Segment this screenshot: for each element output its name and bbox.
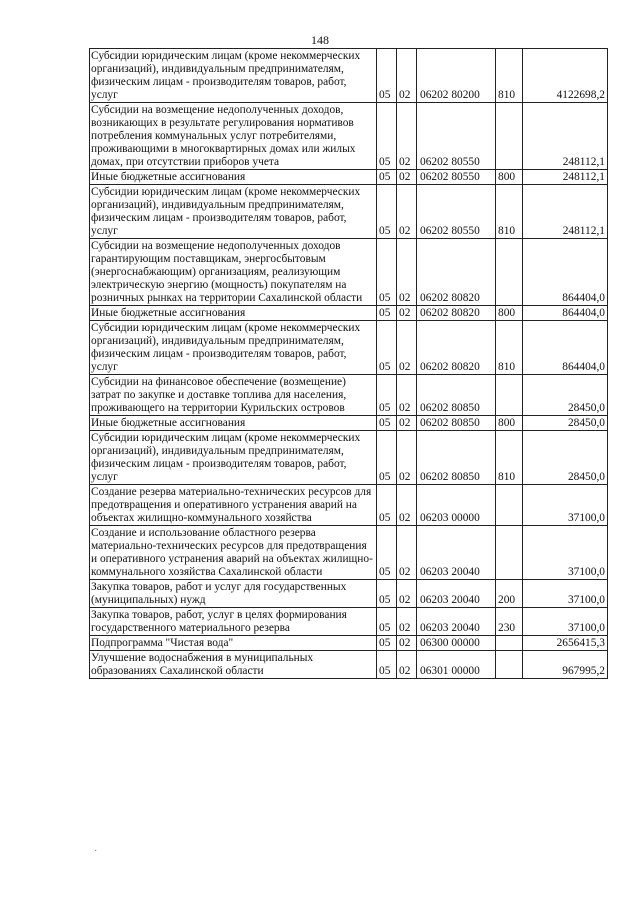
row-amount-cell: 864404,0 [523,239,608,306]
row-subsection-cell: 02 [397,375,417,416]
row-section-cell: 05 [377,306,397,321]
table-row [90,431,608,485]
row-name-cell: Создание резерва материально-технических ресурсов для предотвращения и оперативного устранения аварий на объектах жилищно-коммунального хозяйства [90,485,377,526]
table-row [90,416,608,431]
row-section-cell: 05 [377,239,397,306]
row-section-cell: 05 [377,103,397,170]
row-amount-cell: 28450,0 [523,416,608,431]
row-section-cell: 05 [377,651,397,679]
row-name-cell: Субсидии на возмещение недополученных доходов гарантирующим поставщикам, энергосбытовым (энергоснабжающим) организациям, реализующим электрическую энергию (мощность) покупателям на розничных рынках на территории Сахалинской области [90,239,377,306]
row-name-cell: Иные бюджетные ассигнования [90,416,377,431]
row-amount-cell: 37100,0 [523,526,608,580]
row-expense-type-cell [496,375,523,416]
row-name-cell: Подпрограмма "Чистая вода" [90,636,377,651]
row-section-cell: 05 [377,485,397,526]
row-name-cell: Субсидии на финансовое обеспечение (возмещение) затрат по закупке и доставке топлива для населения, проживающего на территории Курильских островов [90,375,377,416]
row-section-cell: 05 [377,416,397,431]
table-row [90,49,608,103]
table-row [90,185,608,239]
row-target-article-cell: 06203 00000 [417,485,496,526]
row-subsection-cell: 02 [397,636,417,651]
row-amount-cell: 28450,0 [523,375,608,416]
row-amount-cell: 37100,0 [523,580,608,608]
table-row [90,651,608,679]
row-expense-type-cell: 810 [496,431,523,485]
row-expense-type-cell: 800 [496,306,523,321]
row-name-cell: Создание и использование областного резерва материально-технических ресурсов для предотвращения и оперативного устранения аварий на объектах жилищно-коммунального хозяйства Сахалинской области [90,526,377,580]
row-name-cell: Закупка товаров, работ и услуг для государственных (муниципальных) нужд [90,580,377,608]
row-section-cell: 05 [377,636,397,651]
row-subsection-cell: 02 [397,580,417,608]
row-name-cell: Субсидии юридическим лицам (кроме некоммерческих организаций), индивидуальным предпринимателям, физическим лицам - производителям товаров, работ, услуг [90,321,377,375]
row-subsection-cell: 02 [397,416,417,431]
table-row [90,239,608,306]
row-amount-cell: 37100,0 [523,608,608,636]
row-amount-cell: 864404,0 [523,321,608,375]
table-row [90,526,608,580]
row-section-cell: 05 [377,431,397,485]
row-expense-type-cell [496,636,523,651]
row-section-cell: 05 [377,375,397,416]
row-target-article-cell: 06202 80550 [417,103,496,170]
row-name-cell: Иные бюджетные ассигнования [90,170,377,185]
row-target-article-cell: 06300 00000 [417,636,496,651]
row-target-article-cell: 06202 80820 [417,321,496,375]
row-expense-type-cell: 810 [496,321,523,375]
table-row [90,375,608,416]
row-expense-type-cell [496,651,523,679]
table-row [90,636,608,651]
table-row [90,306,608,321]
row-target-article-cell: 06202 80850 [417,431,496,485]
row-name-cell: Субсидии юридическим лицам (кроме некоммерческих организаций), индивидуальным предпринимателям, физическим лицам - производителям товаров, работ, услуг [90,431,377,485]
row-expense-type-cell: 200 [496,580,523,608]
row-target-article-cell: 06203 20040 [417,580,496,608]
row-target-article-cell: 06203 20040 [417,608,496,636]
row-expense-type-cell: 230 [496,608,523,636]
table-row [90,103,608,170]
row-amount-cell: 248112,1 [523,185,608,239]
table-body [90,49,608,679]
row-section-cell: 05 [377,608,397,636]
row-subsection-cell: 02 [397,431,417,485]
row-expense-type-cell: 810 [496,49,523,103]
row-target-article-cell: 06301 00000 [417,651,496,679]
row-subsection-cell: 02 [397,170,417,185]
row-amount-cell: 967995,2 [523,651,608,679]
table-row [90,321,608,375]
row-section-cell: 05 [377,49,397,103]
row-target-article-cell: 06202 80820 [417,239,496,306]
table-row [90,580,608,608]
row-expense-type-cell [496,239,523,306]
row-expense-type-cell [496,526,523,580]
table-row [90,485,608,526]
row-subsection-cell: 02 [397,103,417,170]
row-subsection-cell: 02 [397,49,417,103]
row-target-article-cell: 06203 20040 [417,526,496,580]
row-subsection-cell: 02 [397,608,417,636]
row-name-cell: Субсидии на возмещение недополученных доходов, возникающих в результате регулирования нормативов потребления коммунальных услуг потребителями, проживающими в многоквартирных домах или жилых домах, при отсутствии приборов учета [90,103,377,170]
row-amount-cell: 248112,1 [523,170,608,185]
row-subsection-cell: 02 [397,651,417,679]
row-section-cell: 05 [377,321,397,375]
row-target-article-cell: 06202 80820 [417,306,496,321]
row-amount-cell: 28450,0 [523,431,608,485]
row-subsection-cell: 02 [397,306,417,321]
row-expense-type-cell: 810 [496,185,523,239]
row-amount-cell: 37100,0 [523,485,608,526]
row-expense-type-cell: 800 [496,416,523,431]
budget-table [89,48,608,679]
row-expense-type-cell [496,485,523,526]
row-amount-cell: 248112,1 [523,103,608,170]
row-subsection-cell: 02 [397,185,417,239]
row-target-article-cell: 06202 80550 [417,185,496,239]
row-target-article-cell: 06202 80550 [417,170,496,185]
row-expense-type-cell: 800 [496,170,523,185]
row-amount-cell: 864404,0 [523,306,608,321]
scan-speck: · [94,846,98,857]
row-section-cell: 05 [377,526,397,580]
row-target-article-cell: 06202 80200 [417,49,496,103]
row-expense-type-cell [496,103,523,170]
table-row [90,608,608,636]
row-name-cell: Закупка товаров, работ, услуг в целях формирования государственного материального резерва [90,608,377,636]
row-amount-cell: 2656415,3 [523,636,608,651]
table-row [90,170,608,185]
page-number: 148 [311,33,329,47]
row-section-cell: 05 [377,185,397,239]
row-section-cell: 05 [377,580,397,608]
row-name-cell: Субсидии юридическим лицам (кроме некоммерческих организаций), индивидуальным предпринимателям, физическим лицам - производителям товаров, работ, услуг [90,49,377,103]
row-target-article-cell: 06202 80850 [417,416,496,431]
row-amount-cell: 4122698,2 [523,49,608,103]
row-subsection-cell: 02 [397,321,417,375]
row-name-cell: Улучшение водоснабжения в муниципальных образованиях Сахалинской области [90,651,377,679]
row-target-article-cell: 06202 80850 [417,375,496,416]
row-name-cell: Субсидии юридическим лицам (кроме некоммерческих организаций), индивидуальным предпринимателям, физическим лицам - производителям товаров, работ, услуг [90,185,377,239]
row-subsection-cell: 02 [397,526,417,580]
row-section-cell: 05 [377,170,397,185]
row-name-cell: Иные бюджетные ассигнования [90,306,377,321]
row-subsection-cell: 02 [397,239,417,306]
row-subsection-cell: 02 [397,485,417,526]
